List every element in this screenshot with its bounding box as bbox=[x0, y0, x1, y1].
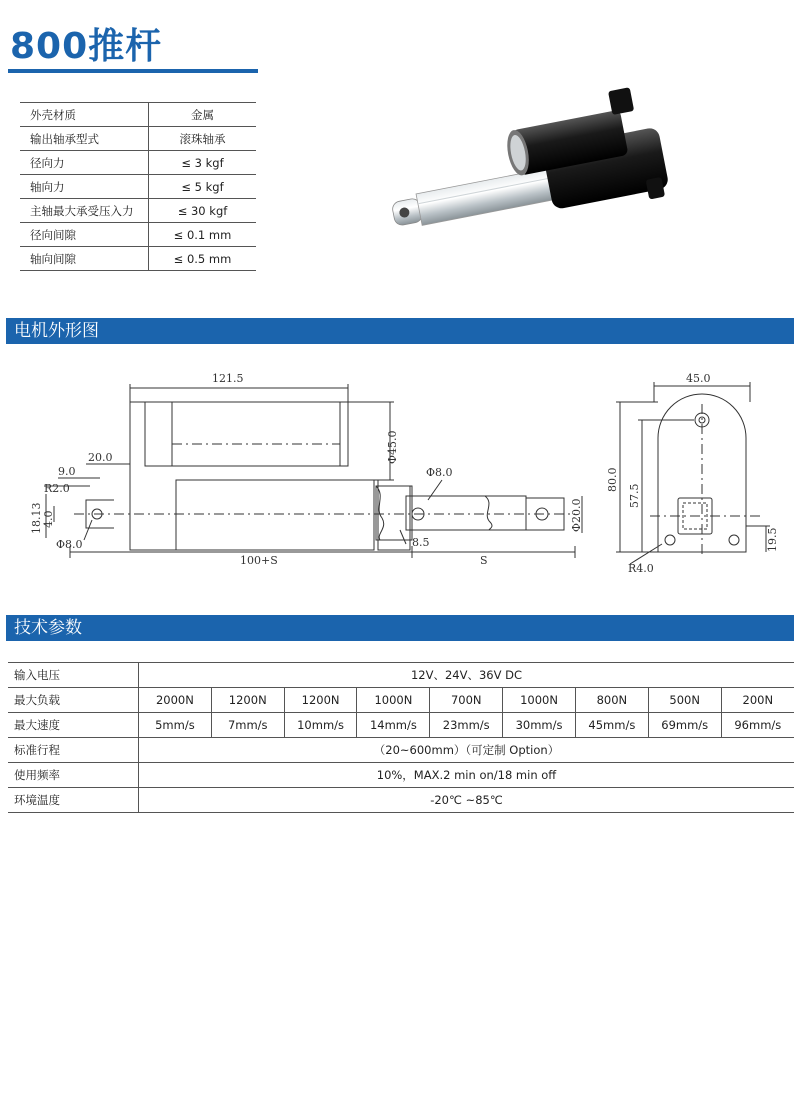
dim-20: 20.0 bbox=[88, 451, 113, 464]
load-cell: 1200N bbox=[211, 688, 284, 713]
load-cell: 1200N bbox=[284, 688, 357, 713]
title-underline bbox=[8, 69, 258, 73]
speed-cell: 96mm/s bbox=[721, 713, 794, 738]
dim-hole-8b: Φ8.0 bbox=[426, 466, 453, 479]
speed-cell: 23mm/s bbox=[430, 713, 503, 738]
speed-cell: 69mm/s bbox=[648, 713, 721, 738]
dim-length-121: 121.5 bbox=[212, 372, 244, 385]
table-row bbox=[8, 763, 794, 788]
spec-label: 径向间隙 bbox=[20, 223, 149, 247]
voltage-value: 12V、24V、36V DC bbox=[139, 663, 795, 688]
load-cell: 200N bbox=[721, 688, 794, 713]
dim-4: 4.0 bbox=[42, 510, 55, 528]
dim-45: 45.0 bbox=[686, 372, 711, 385]
table-row bbox=[8, 738, 794, 763]
spec-value: 金属 bbox=[149, 103, 257, 127]
stroke-label: 标准行程 bbox=[8, 738, 139, 763]
speed-cell: 7mm/s bbox=[211, 713, 284, 738]
load-cell: 2000N bbox=[139, 688, 212, 713]
table-row bbox=[8, 788, 794, 813]
spec-value: 滚珠轴承 bbox=[149, 127, 257, 151]
voltage-label: 输入电压 bbox=[8, 663, 139, 688]
temp-value: -20℃ ~85℃ bbox=[139, 788, 795, 813]
load-label: 最大负载 bbox=[8, 688, 139, 713]
duty-label: 使用频率 bbox=[8, 763, 139, 788]
table-row bbox=[8, 663, 794, 688]
table-row bbox=[8, 688, 794, 713]
stroke-value: （20~600mm）（可定制 Option） bbox=[139, 738, 795, 763]
dim-r4: R4.0 bbox=[628, 562, 654, 575]
dim-100s: 100+S bbox=[240, 554, 278, 567]
dim-hole-8a: Φ8.0 bbox=[56, 538, 83, 551]
spec-label: 外壳材质 bbox=[20, 103, 149, 127]
dim-18: 18.13 bbox=[30, 502, 43, 534]
load-cell: 800N bbox=[575, 688, 648, 713]
table-row bbox=[8, 713, 794, 738]
table-row bbox=[20, 103, 256, 127]
load-cell: 700N bbox=[430, 688, 503, 713]
speed-cell: 14mm/s bbox=[357, 713, 430, 738]
dim-9: 9.0 bbox=[58, 465, 76, 478]
speed-cell: 5mm/s bbox=[139, 713, 212, 738]
dim-57-5: 57.5 bbox=[628, 483, 641, 508]
load-cell: 1000N bbox=[357, 688, 430, 713]
load-cell: 500N bbox=[648, 688, 721, 713]
spec-label: 轴向力 bbox=[20, 175, 149, 199]
speed-cell: 10mm/s bbox=[284, 713, 357, 738]
table-row bbox=[20, 223, 256, 247]
speed-label: 最大速度 bbox=[8, 713, 139, 738]
dim-r2: R2.0 bbox=[44, 482, 70, 495]
spec-label: 径向力 bbox=[20, 151, 149, 175]
spec-value: ≤ 0.5 mm bbox=[149, 247, 257, 271]
table-row bbox=[20, 151, 256, 175]
speed-cell: 45mm/s bbox=[575, 713, 648, 738]
section-header-outline: 电机外形图 bbox=[6, 318, 794, 344]
page-title: 800推杆 bbox=[10, 26, 163, 67]
section-header-tech: 技术参数 bbox=[6, 615, 794, 641]
table-row bbox=[20, 199, 256, 223]
spec-value: ≤ 30 kgf bbox=[149, 199, 257, 223]
load-cell: 1000N bbox=[503, 688, 576, 713]
duty-value: 10%，MAX.2 min on/18 min off bbox=[139, 763, 795, 788]
dim-19-5: 19.5 bbox=[766, 527, 779, 552]
table-row bbox=[20, 127, 256, 151]
dim-s: S bbox=[480, 554, 488, 567]
spec-value: ≤ 5 kgf bbox=[149, 175, 257, 199]
dim-8-5: 8.5 bbox=[412, 536, 430, 549]
spec-table bbox=[20, 102, 256, 271]
temp-label: 环境温度 bbox=[8, 788, 139, 813]
outline-drawing bbox=[30, 368, 790, 583]
table-row bbox=[20, 247, 256, 271]
table-row bbox=[20, 175, 256, 199]
dim-rod-20: Φ20.0 bbox=[570, 498, 583, 532]
tech-params-table bbox=[8, 662, 794, 813]
spec-label: 主轴最大承受压入力 bbox=[20, 199, 149, 223]
spec-value: ≤ 3 kgf bbox=[149, 151, 257, 175]
spec-label: 输出轴承型式 bbox=[20, 127, 149, 151]
dim-body-dia: Φ45.0 bbox=[386, 430, 399, 464]
speed-cell: 30mm/s bbox=[503, 713, 576, 738]
spec-value: ≤ 0.1 mm bbox=[149, 223, 257, 247]
actuator-photo bbox=[368, 82, 688, 242]
spec-label: 轴向间隙 bbox=[20, 247, 149, 271]
dim-80: 80.0 bbox=[606, 467, 619, 492]
